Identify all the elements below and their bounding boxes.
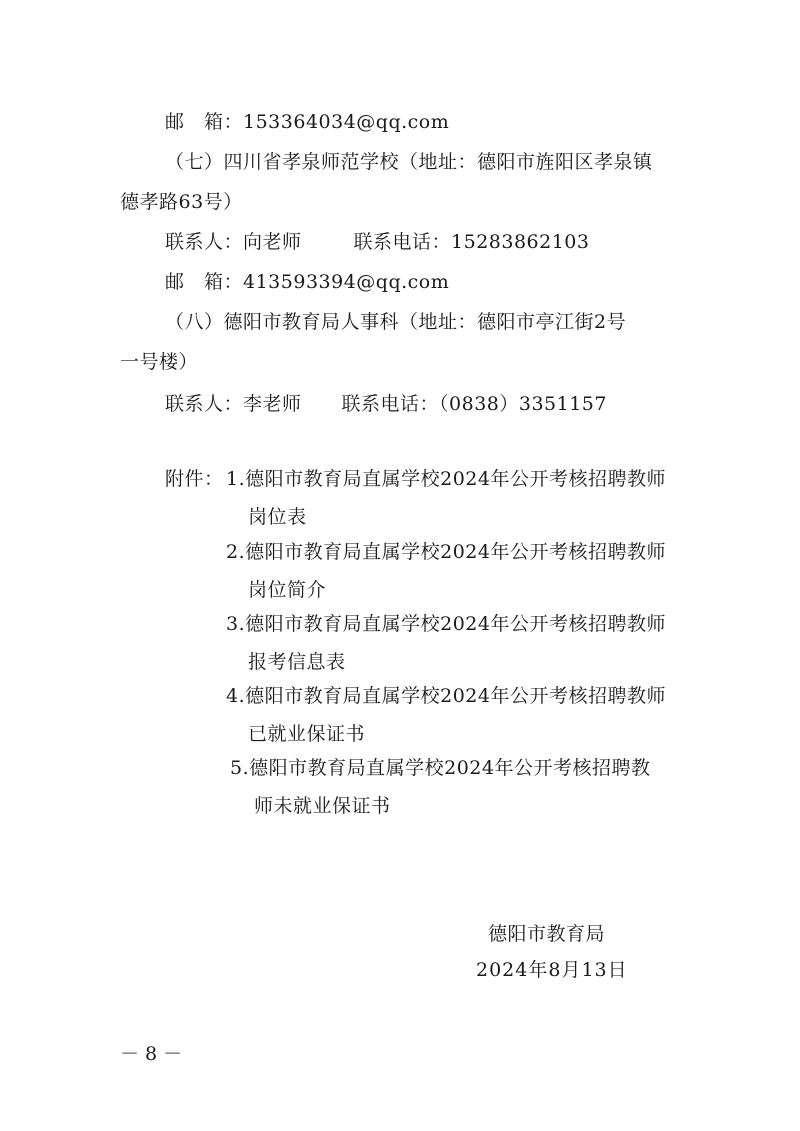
contact-row-8 <box>165 392 607 416</box>
attachment-item-3-cont: 报考信息表 <box>248 651 346 673</box>
section-8-heading: （八）德阳市教育局人事科（地址：德阳市亭江街2号 <box>165 311 627 333</box>
attachment-item-1-cont: 岗位表 <box>248 506 307 528</box>
contact-person: 联系人：李老师 <box>165 393 302 415</box>
issue-date: 2024年8月13日 <box>476 959 628 981</box>
attachment-item-2-cont: 岗位简介 <box>248 579 327 601</box>
attachment-item-3: 3.德阳市教育局直属学校2024年公开考核招聘教师 <box>226 613 666 635</box>
email-line-7: 邮 箱：153364034@qq.com <box>165 111 450 133</box>
attachment-item-4: 4.德阳市教育局直属学校2024年公开考核招聘教师 <box>226 685 666 707</box>
attachment-item-1: 1.德阳市教育局直属学校2024年公开考核招聘教师 <box>226 468 666 490</box>
contact-phone: 联系电话：15283862103 <box>353 231 590 253</box>
page-number: －8－ <box>120 1043 189 1065</box>
section-7-heading-cont: 德孝路63号） <box>120 191 243 213</box>
attachment-item-5: 5.德阳市教育局直属学校2024年公开考核招聘教 <box>230 757 651 779</box>
section-7-heading: （七）四川省孝泉师范学校（地址：德阳市旌阳区孝泉镇 <box>165 151 653 173</box>
contact-phone: 联系电话：（0838）3351157 <box>341 393 607 415</box>
attachments-label: 附件： <box>165 468 224 490</box>
attachment-item-4-cont: 已就业保证书 <box>248 723 366 745</box>
attachment-item-5-cont: 师未就业保证书 <box>254 795 391 817</box>
attachment-item-2: 2.德阳市教育局直属学校2024年公开考核招聘教师 <box>226 541 666 563</box>
section-8-heading-cont: 一号楼） <box>120 351 199 373</box>
email-line-8: 邮 箱：413593394@qq.com <box>165 271 450 293</box>
contact-person: 联系人：向老师 <box>165 231 302 253</box>
contact-row-7 <box>165 230 590 254</box>
issuing-organization: 德阳市教育局 <box>488 923 606 945</box>
